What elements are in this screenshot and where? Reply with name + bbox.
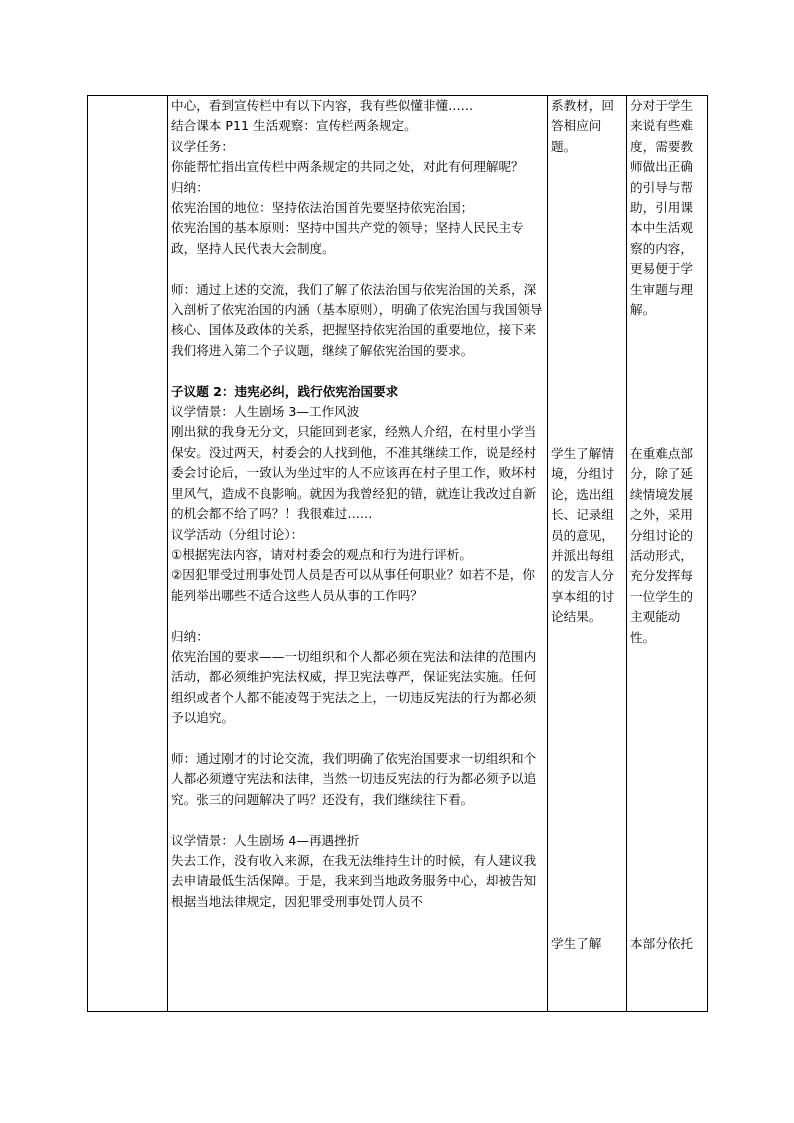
text-line: 刚出狱的我身无分文，只能回到老家，经熟人介绍，在村里小学当保安。没过两天，村委会的人找到他，不准其继续工作，说是经村委会讨论后，一致认为坐过牢的人不应该再在村子里工作，败坏村里风气，造成不良影响。就因为我曾经犯的错，就连让我改过自新的机会都不给了吗？！我很难过…… (171, 424, 537, 522)
student-text: 学生了解情境，分组讨论，选出组长、记录组员的意见，并派出每组的发言人分享本组的讨论结果。 (551, 446, 614, 625)
student-text: 系教材，回答相应问题。 (551, 98, 614, 154)
student-text: 学生了解 (551, 936, 602, 951)
text-line: 归纳： (171, 179, 209, 195)
text-line: 中心，看到宣传栏中有以下内容，我有些似懂非懂…… (171, 98, 474, 113)
text-line: 你能帮忙指出宣传栏中两条规定的共同之处，对此有何理解呢？ (171, 159, 524, 175)
text-line: ②因犯罪受过刑事处罚人员是否可以从事任何职业？如若不是，你能列举出哪些不适合这些人员从事的工作吗？ (171, 567, 535, 603)
design-intent-block (630, 444, 704, 934)
stage-column-cell (88, 96, 168, 1012)
text-line: 师：通过上述的交流，我们了解了依法治国与依宪治国的关系，深入剖析了依宪治国的内涵（基本原则），明确了依宪治国与我国领导核心、国体及政体的关系，把握坚持依宪治国的重要地位，接下来我们将进入第二个子议题，继续了解依宪治国的要求。 (171, 281, 543, 358)
student-activity-cell (548, 96, 627, 1012)
lesson-plan-table (87, 95, 708, 1012)
student-activity-block (551, 96, 623, 444)
teaching-content-cell (168, 96, 548, 1012)
text-line: 归纳： (171, 628, 209, 644)
design-intent-block (630, 96, 704, 444)
design-intent-block (630, 934, 704, 954)
text-line: 失去工作，没有收入来源，在我无法维持生计的时候，有人建议我去申请最低生活保障。于是，我来到当地政务服务中心，却被告知根据当地法律规定，因犯罪受刑事处罚人员不 (171, 852, 537, 909)
text-line: 师：通过刚才的讨论交流，我们明确了依宪治国要求一切组织和个人都必须遵守宪法和法律，当然一切违反宪法的行为都必须予以追究。张三的问题解决了吗？还没有，我们继续往下看。 (171, 750, 537, 807)
design-text: 在重难点部分，除了延续情境发展之外，采用分组讨论的活动形式，充分发挥每一位学生的主观能动性。 (630, 446, 693, 645)
blank-line (171, 361, 544, 381)
text-line: 议学情景：人生剧场 4—再遇挫折 (171, 832, 360, 848)
design-text: 分对于学生来说有些难度，需要教师做出正确的引导与帮助，引用课本中生活观察的内容，更易便于学生审题与理解。 (630, 98, 693, 318)
text-line: 议学情景：人生剧场 3—工作风波 (171, 404, 360, 420)
sub-topic-heading: 子议题 2：违宪必纠，践行依宪治国要求 (171, 383, 399, 399)
student-activity-block (551, 934, 623, 954)
blank-line (171, 259, 544, 279)
text-line: 依宪治国的基本原则：坚持中国共产党的领导；坚持人民民主专政，坚持人民代表大会制度。 (171, 220, 524, 256)
text-line: 议学任务： (171, 138, 234, 154)
design-text: 本部分依托 (630, 936, 693, 951)
student-activity-block (551, 444, 623, 934)
text-line: 依宪治国的要求——一切组织和个人都必须在宪法和法律的范围内活动，都必须维护宪法权威，捍卫宪法尊严，保证宪法实施。任何组织或者个人都不能凌驾于宪法之上，一切违反宪法的行为都必须予以追究。 (171, 648, 537, 726)
text-line: 依宪治国的地位：坚持依法治国首先要坚持依宪治国； (171, 200, 474, 216)
text-line: 议学活动（分组讨论）： (171, 526, 304, 542)
design-intent-cell (627, 96, 708, 1012)
text-line: ①根据宪法内容，请对村委会的观点和行为进行评析。 (171, 546, 472, 562)
blank-line (171, 810, 544, 830)
text-line: 结合课本 P11 生活观察：宣传栏两条规定。 (171, 118, 417, 134)
table-row (88, 96, 708, 1012)
blank-line (171, 729, 544, 749)
blank-line (171, 606, 544, 626)
